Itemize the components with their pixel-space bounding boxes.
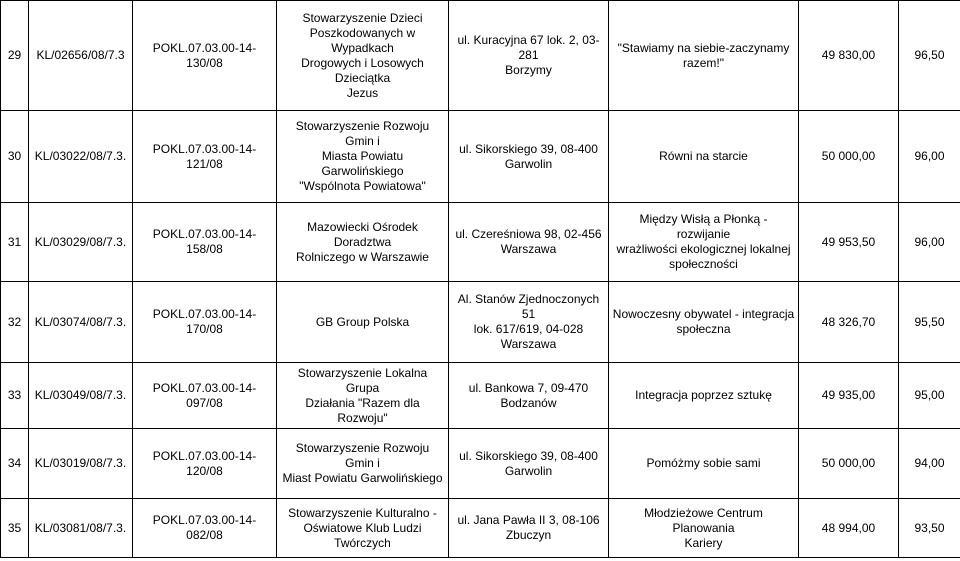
project-title: Młodzieżowe Centrum Planowania Kariery <box>609 499 799 558</box>
project-title: Równi na starcie <box>609 111 799 203</box>
project-code: POKL.07.03.00-14-121/08 <box>133 111 277 203</box>
organization-name: Stowarzyszenie Dzieci Poszkodowanych w Wypadkach Drogowych i Losowych Dzieciątka Jezus <box>277 1 449 111</box>
score-percent: 96,00 <box>899 203 960 282</box>
organization-name: Stowarzyszenie Kulturalno - Oświatowe Klub Ludzi Twórczych <box>277 499 449 558</box>
application-number: KL/02656/08/7.3 <box>29 1 133 111</box>
score-percent: 95,00 <box>899 363 960 429</box>
organization-address: ul. Sikorskiego 39, 08-400 Garwolin <box>449 111 609 203</box>
grant-amount: 48 994,00 <box>799 499 899 558</box>
row-number: 31 <box>1 203 29 282</box>
grant-amount: 49 935,00 <box>799 363 899 429</box>
organization-name: Stowarzyszenie Rozwoju Gmin i Miasta Powiatu Garwolińskiego "Wspólnota Powiatowa" <box>277 111 449 203</box>
row-number: 35 <box>1 499 29 558</box>
row-number: 29 <box>1 1 29 111</box>
project-code: POKL.07.03.00-14-097/08 <box>133 363 277 429</box>
application-number: KL/03019/08/7.3. <box>29 429 133 499</box>
table-row <box>1 282 960 363</box>
row-number: 34 <box>1 429 29 499</box>
application-number: KL/03081/08/7.3. <box>29 499 133 558</box>
organization-address: ul. Bankowa 7, 09-470 Bodzanów <box>449 363 609 429</box>
project-title: Między Wisłą a Płonką - rozwijanie wrażliwości ekologicznej lokalnej społeczności <box>609 203 799 282</box>
application-number: KL/03074/08/7.3. <box>29 282 133 363</box>
application-number: KL/03022/08/7.3. <box>29 111 133 203</box>
grant-amount: 49 953,50 <box>799 203 899 282</box>
organization-name: Stowarzyszenie Lokalna Grupa Działania "Razem dla Rozwoju" <box>277 363 449 429</box>
grant-amount: 49 830,00 <box>799 1 899 111</box>
score-percent: 94,00 <box>899 429 960 499</box>
organization-name: Mazowiecki Ośrodek Doradztwa Rolniczego w Warszawie <box>277 203 449 282</box>
project-code: POKL.07.03.00-14-170/08 <box>133 282 277 363</box>
organization-address: ul. Sikorskiego 39, 08-400 Garwolin <box>449 429 609 499</box>
score-percent: 96,50 <box>899 1 960 111</box>
table-row <box>1 429 960 499</box>
grant-amount: 48 326,70 <box>799 282 899 363</box>
application-number: KL/03049/08/7.3. <box>29 363 133 429</box>
organization-address: Al. Stanów Zjednoczonych 51 lok. 617/619, 04-028 Warszawa <box>449 282 609 363</box>
project-code: POKL.07.03.00-14-130/08 <box>133 1 277 111</box>
organization-address: ul. Kuracyjna 67 lok. 2, 03-281 Borzymy <box>449 1 609 111</box>
row-number: 30 <box>1 111 29 203</box>
score-percent: 95,50 <box>899 282 960 363</box>
row-number: 32 <box>1 282 29 363</box>
project-code: POKL.07.03.00-14-158/08 <box>133 203 277 282</box>
organization-name: Stowarzyszenie Rozwoju Gmin i Miast Powiatu Garwolińskiego <box>277 429 449 499</box>
organization-address: ul. Czereśniowa 98, 02-456 Warszawa <box>449 203 609 282</box>
organization-name: GB Group Polska <box>277 282 449 363</box>
project-code: POKL.07.03.00-14-120/08 <box>133 429 277 499</box>
project-code: POKL.07.03.00-14-082/08 <box>133 499 277 558</box>
grant-amount: 50 000,00 <box>799 111 899 203</box>
score-percent: 93,50 <box>899 499 960 558</box>
row-number: 33 <box>1 363 29 429</box>
application-number: KL/03029/08/7.3. <box>29 203 133 282</box>
project-title: "Stawiamy na siebie-zaczynamy razem!" <box>609 1 799 111</box>
table-row <box>1 111 960 203</box>
project-title: Pomóżmy sobie sami <box>609 429 799 499</box>
table-row <box>1 363 960 429</box>
organization-address: ul. Jana Pawła II 3, 08-106 Zbuczyn <box>449 499 609 558</box>
grant-amount: 50 000,00 <box>799 429 899 499</box>
table-row <box>1 203 960 282</box>
table-row <box>1 499 960 558</box>
score-percent: 96,00 <box>899 111 960 203</box>
project-title: Nowoczesny obywatel - integracja społeczna <box>609 282 799 363</box>
project-title: Integracja poprzez sztukę <box>609 363 799 429</box>
table-row <box>1 1 960 111</box>
